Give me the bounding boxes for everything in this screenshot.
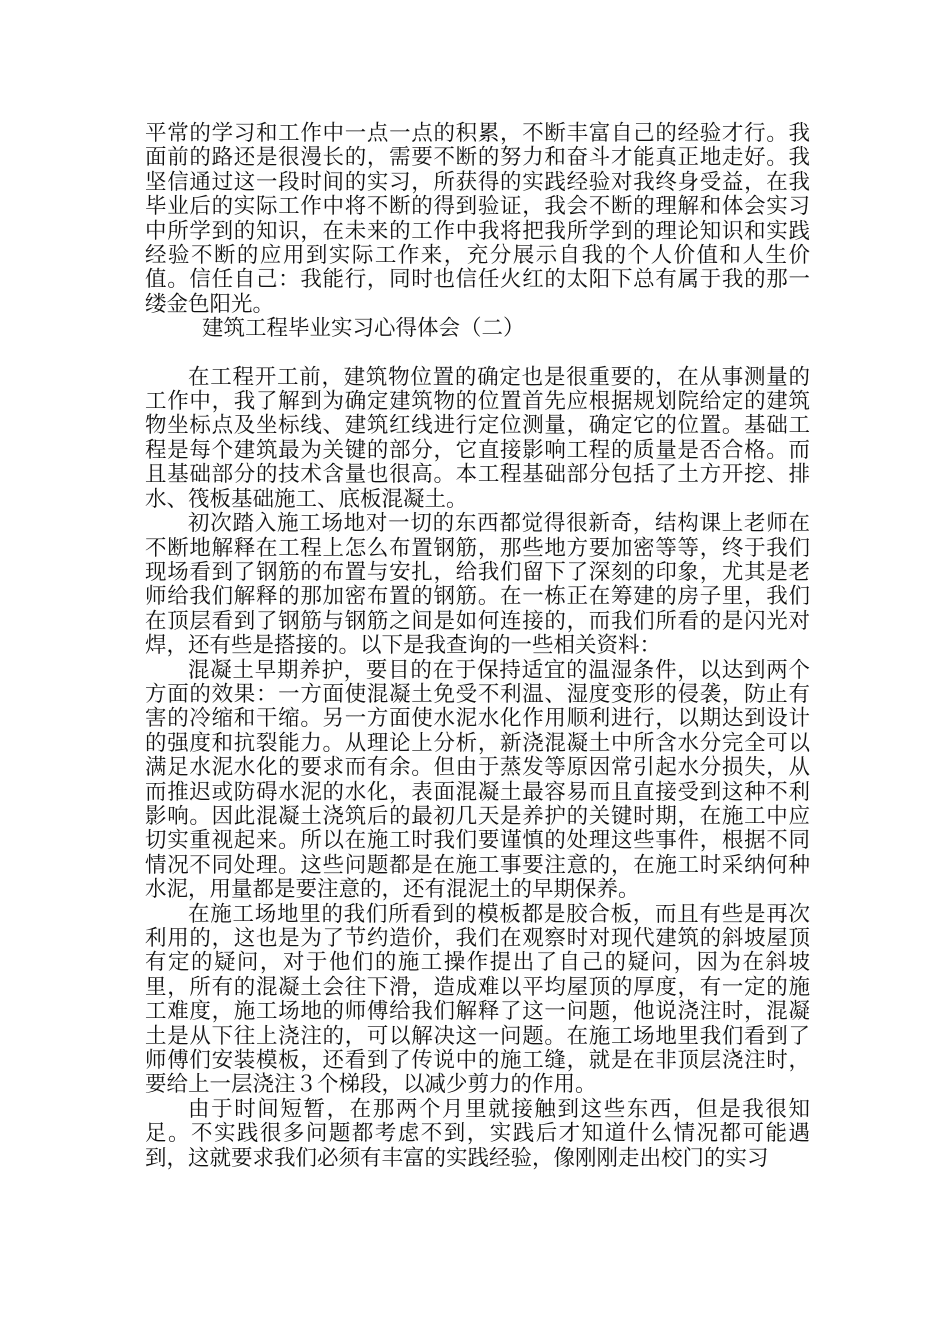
- paragraph-2: 初次踏入施工场地对一切的东西都觉得很新奇，结构课上老师在不断地解释在工程上怎么布置钢筋，那些地方要加密等等，终于我们现场看到了钢筋的布置与安扎，给我们留下了深刻的印象，尤其是老师给我们解释的那加密布置的钢筋。在一栋正在筹建的房子里，我们在顶层看到了钢筋与钢筋之间是如何连接的，而我们所看的是闪光对焊，还有些是搭接的。以下是我查询的一些相关资料：: [145, 511, 810, 659]
- paragraph-1: 在工程开工前，建筑物位置的确定也是很重要的，在从事测量的工作中，我了解到为确定建筑物的位置首先应根据规划院给定的建筑物坐标点及坐标线、建筑红线进行定位测量，确定它的位置。基础工程是每个建筑最为关键的部分，它直接影响工程的质量是否合格。而且基础部分的技术含量也很高。本工程基础部分包括了土方开挖、排水、筏板基础施工、底板混凝土。: [145, 364, 810, 512]
- paragraph-4: 在施工场地里的我们所看到的模板都是胶合板，而且有些是再次利用的，这也是为了节约造价，我们在观察时对现代建筑的斜坡屋顶有定的疑问，对于他们的施工操作提出了自己的疑问，因为在斜坡里，所有的混凝土会往下滑，造成难以平均屋顶的厚度，有一定的施工难度，施工场地的师傅给我们解释了这一问题，他说浇注时，混凝土是从下往上浇注的，可以解决这一问题。在施工场地里我们看到了师傅们安装模板，还看到了传说中的施工缝，就是在非顶层浇注时，要给上一层浇注３个梯段，以减少剪力的作用。: [145, 901, 810, 1098]
- document-page: [145, 122, 810, 1171]
- section-title: 建筑工程毕业实习心得体会（二）: [201, 316, 525, 342]
- blank-line: [145, 342, 810, 366]
- paragraph-continued: 平常的学习和工作中一点一点的积累，不断丰富自己的经验才行。我面前的路还是很漫长的，需要不断的努力和奋斗才能真正地走好。我坚信通过这一段时间的实习，所获得的实践经验对我终身受益，在我毕业后的实际工作中将不断的得到验证，我会不断的理解和体会实习中所学到的知识，在未来的工作中我将把我所学到的理论知识和实践经验不断的应用到实际工作来，充分展示自我的个人价值和人生价值。信任自己：我能行，同时也信任火红的太阳下总有属于我的那一缕金色阳光。: [145, 121, 810, 317]
- paragraph-5: 由于时间短暂，在那两个月里就接触到这些东西，但是我很知足。不实践很多问题都考虑不到，实践后才知道什么情况都可能遇到，这就要求我们必须有丰富的实践经验，像刚刚走出校门的实习: [145, 1096, 810, 1171]
- paragraph-3: 混凝土早期养护，要目的在于保持适宜的温湿条件，以达到两个方面的效果：一方面使混凝土免受不利温、湿度变形的侵袭，防止有害的冷缩和干缩。另一方面使水泥水化作用顺利进行，以期达到设计的强度和抗裂能力。从理论上分析，新浇混凝土中所含水分完全可以满足水泥水化的要求而有余。但由于蒸发等原因常引起水分损失，从而推迟或防碍水泥的水化，表面混凝土最容易而且直接受到这种不利影响。因此混凝土浇筑后的最初几天是养护的关键时期，在施工中应切实重视起来。所以在施工时我们要谨慎的处理这些事件，根据不同情况不同处理。这些问题都是在施工事要注意的，在施工时采纳何种水泥，用量都是要注意的，还有混泥土的早期保养。: [145, 657, 810, 903]
